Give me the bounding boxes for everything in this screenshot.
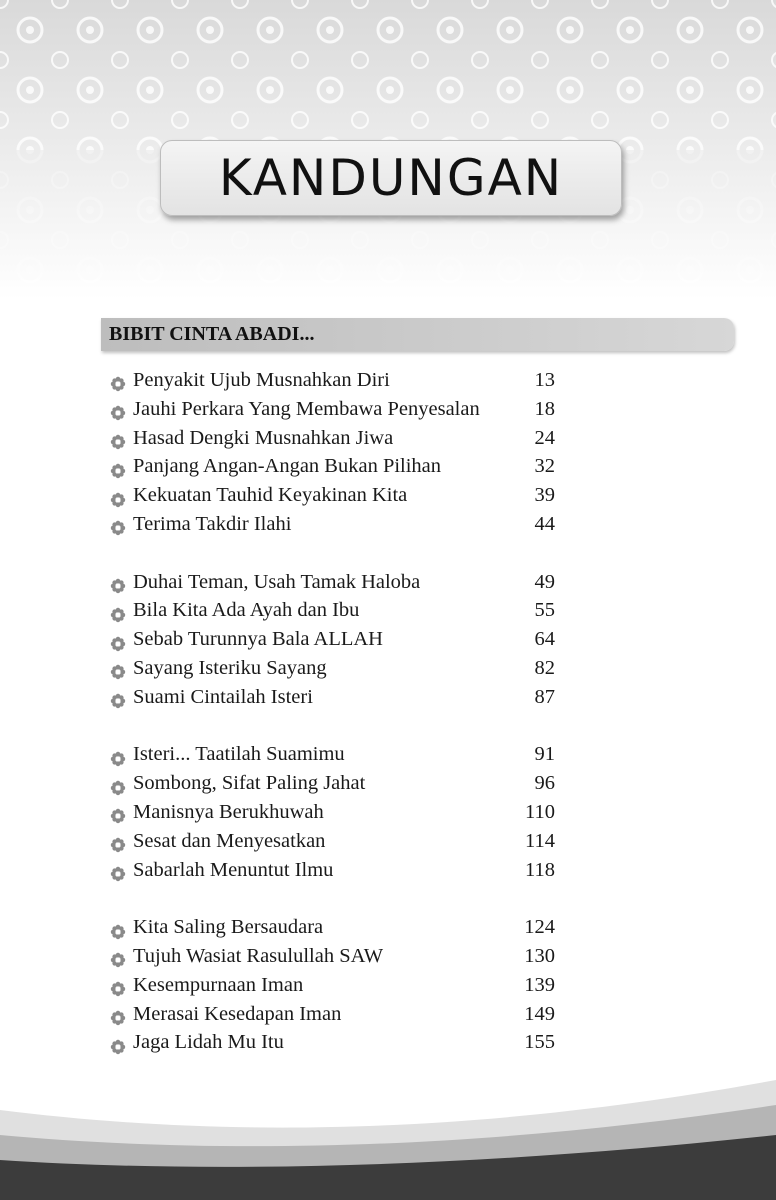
toc-entry-title: Tujuh Wasiat Rasulullah SAW — [133, 944, 384, 967]
flower-bullet-icon — [110, 948, 126, 964]
toc-group — [110, 740, 555, 884]
toc-entry-title: Jaga Lidah Mu Itu — [133, 1031, 284, 1054]
toc-entry[interactable] — [110, 827, 555, 856]
toc-entry-page: 49 — [534, 570, 555, 593]
toc-entry-title: Kesempurnaan Iman — [133, 973, 304, 996]
toc-entry-title: Suami Cintailah Isteri — [133, 685, 313, 708]
toc-entry-page: 130 — [524, 944, 555, 967]
flower-bullet-icon — [110, 632, 126, 648]
flower-bullet-icon — [110, 776, 126, 792]
toc-entry[interactable] — [110, 798, 555, 827]
toc-entry[interactable] — [110, 596, 555, 625]
toc-entry[interactable] — [110, 625, 555, 654]
flower-bullet-icon — [110, 603, 126, 619]
toc-entry-page: 87 — [534, 685, 555, 708]
toc-entry-title: Merasai Kesedapan Iman — [133, 1002, 342, 1025]
flower-bullet-icon — [110, 689, 126, 705]
toc-entry-page: 118 — [525, 858, 555, 881]
flower-bullet-icon — [110, 862, 126, 878]
flower-bullet-icon — [110, 977, 126, 993]
toc-entry-title: Duhai Teman, Usah Tamak Haloba — [133, 570, 421, 593]
toc-entry-title: Penyakit Ujub Musnahkan Diri — [133, 369, 390, 391]
toc-entry[interactable] — [110, 395, 555, 424]
toc-entry-page: 114 — [525, 829, 555, 852]
toc-entry[interactable] — [110, 913, 555, 942]
toc-entry-page: 32 — [534, 455, 555, 478]
flower-bullet-icon — [110, 747, 126, 763]
flower-bullet-icon — [110, 1006, 126, 1022]
toc-entry[interactable] — [110, 568, 555, 597]
toc-entry-page: 139 — [524, 973, 555, 996]
toc-entry-title: Bila Kita Ada Ayah dan Ibu — [133, 599, 360, 622]
toc-entry-title: Manisnya Berukhuwah — [133, 800, 324, 823]
toc-entry[interactable] — [110, 510, 555, 539]
flower-bullet-icon — [110, 430, 126, 446]
flower-bullet-icon — [110, 833, 126, 849]
toc-entry-page: 96 — [534, 772, 555, 795]
toc-entry-title: Sayang Isteriku Sayang — [133, 656, 327, 679]
flower-bullet-icon — [110, 459, 126, 475]
flower-bullet-icon — [110, 920, 126, 936]
toc-entry[interactable] — [110, 942, 555, 971]
toc-entry[interactable] — [110, 481, 555, 510]
toc-entry-title: Sombong, Sifat Paling Jahat — [133, 772, 366, 795]
toc-entry-page: 24 — [534, 426, 555, 449]
toc-entry[interactable] — [110, 654, 555, 683]
section-title: BIBIT CINTA ABADI... — [109, 323, 315, 345]
page-title: KANDUNGAN — [218, 149, 564, 207]
toc-entry[interactable] — [110, 452, 555, 481]
wave-decoration — [0, 1080, 776, 1200]
toc-entry[interactable] — [110, 856, 555, 885]
flower-bullet-icon — [110, 516, 126, 532]
toc-entry-title: Isteri... Taatilah Suamimu — [133, 743, 345, 766]
toc-entry-page: 39 — [534, 484, 555, 507]
flower-bullet-icon — [110, 401, 126, 417]
toc-entry[interactable] — [110, 769, 555, 798]
toc-entry-page: 82 — [534, 656, 555, 679]
table-of-contents — [110, 366, 555, 1086]
flower-bullet-icon — [110, 372, 126, 388]
toc-entry-title: Kekuatan Tauhid Keyakinan Kita — [133, 484, 408, 507]
flower-bullet-icon — [110, 1035, 126, 1051]
toc-entry-title: Sabarlah Menuntut Ilmu — [133, 858, 334, 881]
flower-bullet-icon — [110, 804, 126, 820]
toc-entry-page: 91 — [534, 743, 555, 766]
toc-entry-page: 55 — [534, 599, 555, 622]
toc-entry-title: Hasad Dengki Musnahkan Jiwa — [133, 426, 394, 449]
toc-group — [110, 568, 555, 712]
toc-entry[interactable] — [110, 1028, 555, 1057]
toc-group — [110, 366, 555, 539]
toc-entry-page: 44 — [534, 512, 555, 535]
toc-entry-title: Sesat dan Menyesatkan — [133, 829, 326, 852]
toc-entry-title: Kita Saling Bersaudara — [133, 916, 324, 939]
toc-entry-page: 155 — [524, 1031, 555, 1054]
toc-entry-page: 110 — [525, 800, 555, 823]
toc-entry[interactable] — [110, 683, 555, 712]
toc-group — [110, 913, 555, 1057]
toc-entry-page: 64 — [534, 628, 555, 651]
toc-entry-title: Panjang Angan-Angan Bukan Pilihan — [133, 455, 442, 478]
flower-bullet-icon — [110, 574, 126, 590]
toc-entry-page: 124 — [524, 916, 555, 939]
toc-entry-page: 18 — [534, 397, 555, 420]
page-title-box — [160, 140, 622, 216]
section-header — [101, 318, 734, 351]
toc-entry-title: Jauhi Perkara Yang Membawa Penyesalan — [133, 397, 480, 420]
toc-entry-title: Sebab Turunnya Bala ALLAH — [133, 628, 383, 651]
toc-entry[interactable] — [110, 366, 555, 395]
toc-entry-page: 13 — [534, 369, 555, 391]
toc-entry-page: 149 — [524, 1002, 555, 1025]
flower-bullet-icon — [110, 660, 126, 676]
toc-entry[interactable] — [110, 1000, 555, 1029]
flower-bullet-icon — [110, 488, 126, 504]
toc-entry[interactable] — [110, 971, 555, 1000]
toc-entry[interactable] — [110, 424, 555, 453]
toc-entry-title: Terima Takdir Ilahi — [133, 512, 292, 535]
toc-entry[interactable] — [110, 740, 555, 769]
